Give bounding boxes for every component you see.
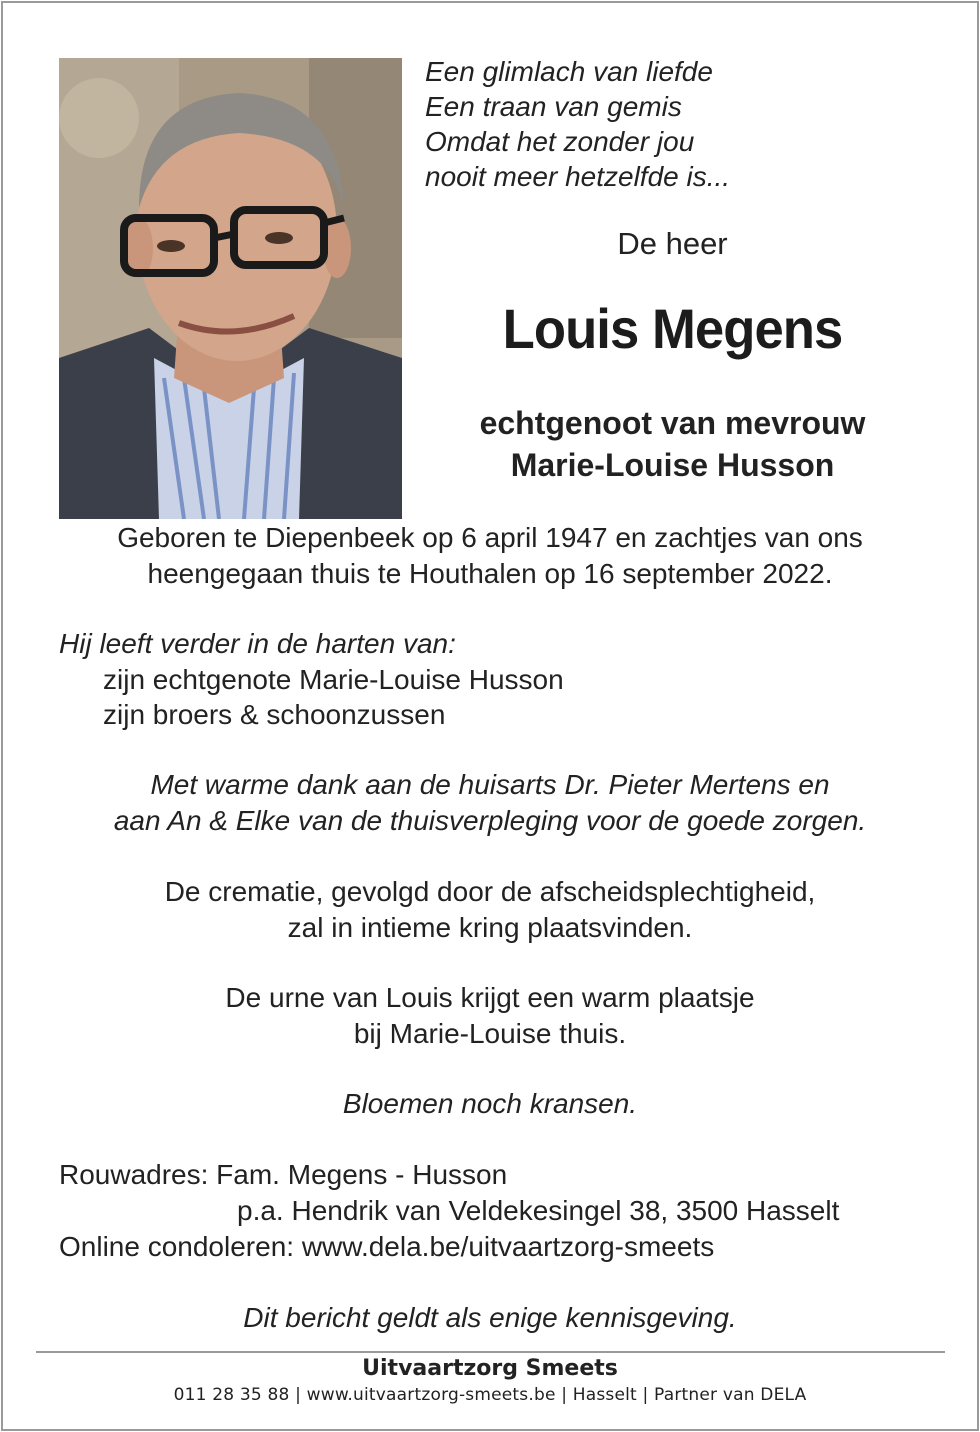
footer-divider [36, 1351, 945, 1353]
cremation-line-2: zal in intieme kring plaatsvinden. [287, 912, 693, 943]
family-heading: Hij leeft verder in de harten van: [59, 628, 456, 659]
poem-line: Een glimlach van liefde [425, 56, 713, 87]
cremation-line-1: De crematie, gevolgd door de afscheidsplechtigheid, [164, 876, 816, 907]
born-line-2: heengegaan thuis te Houthalen op 16 september 2022. [147, 558, 833, 589]
notice: Dit bericht geldt als enige kennisgeving. [243, 1302, 737, 1333]
spouse-block [425, 402, 920, 486]
born-line-1: Geboren te Diepenbeek op 6 april 1947 en zachtjes van ons [117, 522, 863, 553]
family-member: zijn echtgenote Marie-Louise Husson [103, 664, 564, 695]
footer-company: Uitvaartzorg Smeets [362, 1356, 618, 1381]
urn-line-1: De urne van Louis krijgt een warm plaatsje [225, 982, 755, 1013]
family-member: zijn broers & schoonzussen [103, 699, 446, 730]
portrait-photo [59, 58, 402, 519]
thanks-line-2: aan An & Elke van de thuisverpleging voor de goede zorgen. [113, 805, 867, 836]
poem-line: Omdat het zonder jou [425, 126, 695, 157]
portrait-illustration [59, 58, 402, 519]
poem-line: Een traan van gemis [425, 91, 682, 122]
deceased-name: Louis Megens [502, 297, 843, 360]
title-prefix: De heer [617, 226, 728, 261]
poem-line: nooit meer hetzelfde is... [425, 161, 731, 192]
address-line-2: p.a. Hendrik van Veldekesingel 38, 3500 Hasselt [237, 1195, 840, 1226]
footer-info: 011 28 35 88 | www.uitvaartzorg-smeets.be | Hasselt | Partner van DELA [173, 1385, 807, 1405]
spouse-line: echtgenoot van mevrouw [479, 405, 866, 441]
poem [425, 54, 730, 194]
condolence-line: Online condoleren: www.dela.be/uitvaartzorg-smeets [59, 1231, 715, 1262]
flowers-note: Bloemen noch kransen. [342, 1088, 638, 1119]
urn-line-2: bij Marie-Louise thuis. [353, 1018, 627, 1049]
spouse-name: Marie-Louise Husson [510, 447, 835, 483]
thanks-line-1: Met warme dank aan de huisarts Dr. Pieter Mertens en [150, 769, 830, 800]
address-line-1: Rouwadres: Fam. Megens - Husson [59, 1159, 508, 1190]
